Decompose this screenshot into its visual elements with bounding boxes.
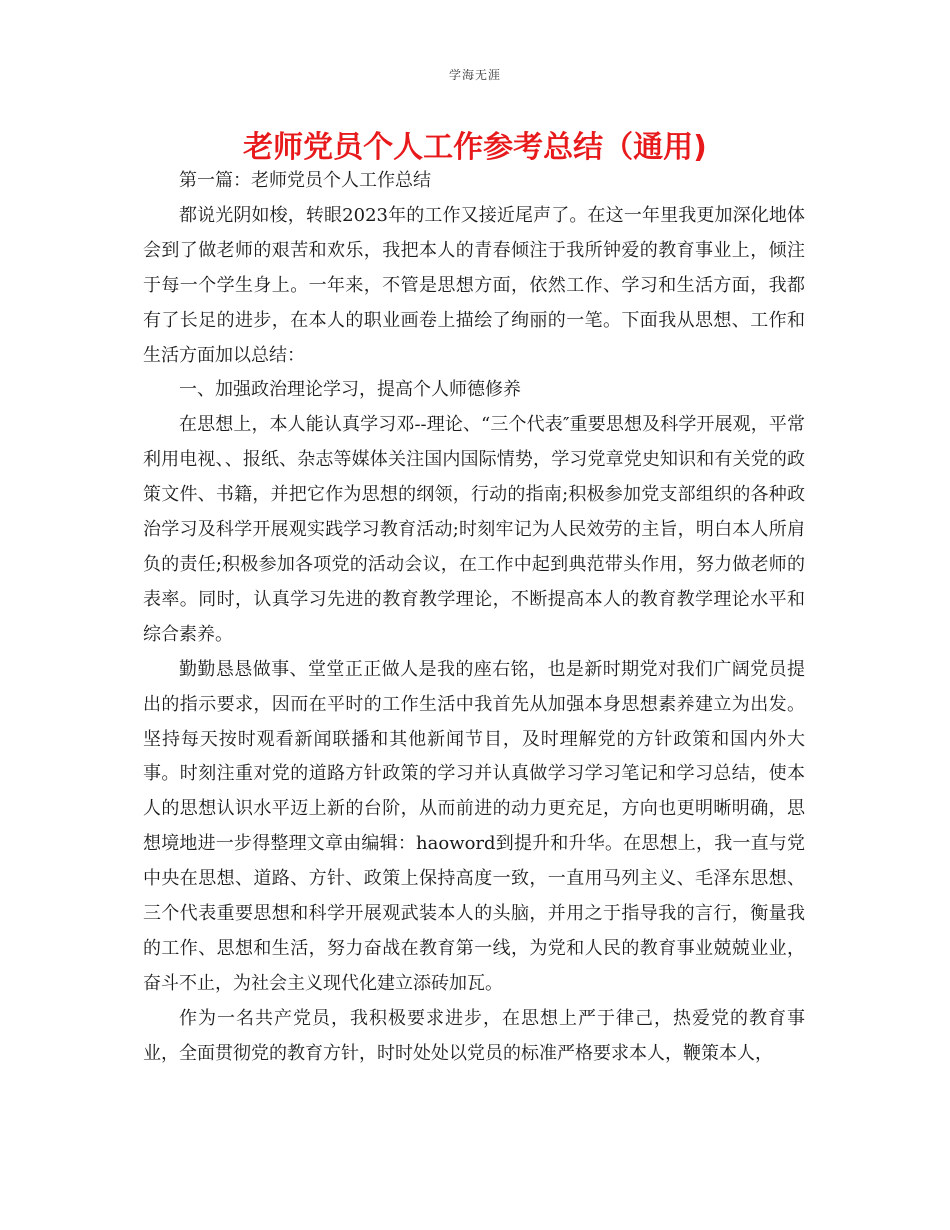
paragraph: 勤勤恳恳做事、堂堂正正做人是我的座右铭，也是新时期党对我们广阔党员提出的指示要求，因而在平时的工作生活中我首先从加强本身思想素养建立为出发。坚持每天按时观看新闻联播和其他新闻节目，及时理解党的方针政策和国内外大事。时刻注重对党的道路方针政策的学习并认真做学习学习笔记和学习总结，使本人的思想认识水平迈上新的台阶，从而前进的动力更充足，方向也更明晰明确，思想境地进一步得整理文章由编辑：haoword到提升和升华。在思想上，我一直与党中央在思想、道路、方针、政策上保持高度一致，一直用马列主义、毛泽东思想、三个代表重要思想和科学开展观武装本人的头脑，并用之于指导我的言行，衡量我的工作、思想和生活，努力奋战在教育第一线，为党和人民的教育事业兢兢业业，奋斗不止，为社会主义现代化建立添砖加瓦。	[143, 658, 805, 994]
page-header: 学海无涯	[448, 68, 501, 82]
section-subtitle: 第一篇：老师党员个人工作总结	[179, 170, 431, 191]
document-title: 老师党员个人工作参考总结（通用)	[243, 130, 707, 165]
document-body	[143, 164, 805, 1072]
paragraph: 作为一名共产党员，我积极要求进步，在思想上严于律己，热爱党的教育事业，全面贯彻党的教育方针，时时处处以党员的标准严格要求本人，鞭策本人，	[143, 1007, 805, 1064]
paragraph: 在思想上，本人能认真学习邓--理论、“三个代表″重要思想及科学开展观，平常利用电视、、报纸、杂志等媒体关注国内国际情势，学习党章党史知识和有关党的政策文件、书籍，并把它作为思想的纲领，行动的指南;积极参加党支部组织的各种政治学习及科学开展观实践学习教育活动;时刻牢记为人民效劳的主旨，明白本人所肩负的责任;积极参加各项党的活动会议，在工作中起到典范带头作用，努力做老师的表率。同时，认真学习先进的教育教学理论，不断提高本人的教育教学理论水平和综合素养。	[143, 414, 805, 645]
section-heading: 一、加强政治理论学习，提高个人师德修养	[179, 379, 521, 401]
paragraph: 都说光阴如梭，转眼2023年的工作又接近尾声了。在这一年里我更加深化地体会到了做老师的艰苦和欢乐，我把本人的青春倾注于我所钟爱的教育事业上，倾注于每一个学生身上。一年来，不管是思想方面，依然工作、学习和生活方面，我都有了长足的进步，在本人的职业画卷上描绘了绚丽的一笔。下面我从思想、工作和生活方面加以总结：	[143, 204, 805, 366]
